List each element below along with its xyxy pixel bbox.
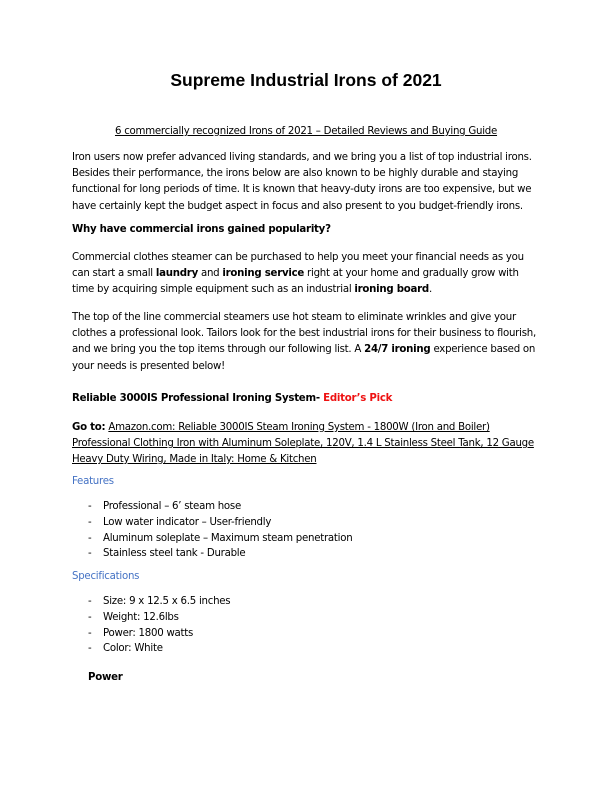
dash-bullet-icon: - xyxy=(88,532,92,544)
dash-bullet-icon: - xyxy=(88,516,92,528)
product-name: Reliable 3000IS Professional Ironing System- xyxy=(72,393,324,404)
dash-bullet-icon: - xyxy=(88,501,92,512)
steamers-paragraph xyxy=(72,310,542,375)
goto-line xyxy=(72,420,542,468)
list-item: - Professional – 6’ steam hose xyxy=(88,499,352,515)
specifications-list xyxy=(88,594,230,657)
list-item: - Size: 9 x 12.5 x 6.5 inches xyxy=(88,594,230,610)
product-heading xyxy=(72,391,542,407)
dash-bullet-icon: - xyxy=(88,611,92,623)
bold-laundry: laundry xyxy=(155,268,198,280)
text: Commercial clothes steamer can be purchased to help you meet your financial needs as you can start a small xyxy=(72,252,524,280)
list-item: - Stainless steel tank - Durable xyxy=(88,546,352,562)
text: and xyxy=(197,268,223,280)
intro-paragraph: Iron users now prefer advanced living standards, and we bring you a list of top industrial irons. Besides their performance, the irons below are also known to be highly durable and staying functional for long periods of time. It is known that heavy-duty irons are too expensive, but we have certainly kept the budget aspect in focus and also present to you budget-friendly irons. xyxy=(72,152,532,212)
dash-bullet-icon: - xyxy=(88,627,92,639)
document-subtitle: 6 commercially recognized Irons of 2021 – Detailed Reviews and Buying Guide xyxy=(114,126,498,137)
dash-bullet-icon: - xyxy=(88,643,92,655)
amazon-product-link[interactable]: Amazon.com: Reliable 3000IS Steam Ironing System - 1800W (Iron and Boiler) Professional Clothing Iron with Aluminum Soleplate, 120V, 1.4 L Stainless Steel Tank, 12 Gauge Heavy Duty Wiring, Made in Italy: Home & Kitchen xyxy=(72,422,534,465)
specifications-heading: Specifications xyxy=(72,571,140,582)
dash-bullet-icon: - xyxy=(88,596,92,607)
power-heading: Power xyxy=(88,672,123,683)
list-item: - Low water indicator – User-friendly xyxy=(88,515,352,531)
features-list xyxy=(88,499,352,562)
editors-pick-badge: Editor’s Pick xyxy=(323,393,393,404)
text: right at your home and gradually grow with time by acquiring simple equipment such as an industrial xyxy=(72,268,519,296)
bold-24-7-ironing: 24/7 ironing xyxy=(364,344,431,356)
list-item: - Power: 1800 watts xyxy=(88,626,230,642)
list-item: - Weight: 12.6lbs xyxy=(88,610,230,626)
why-heading: Why have commercial irons gained popularity? xyxy=(72,224,331,235)
goto-label: Go to: xyxy=(72,422,106,433)
popularity-paragraph xyxy=(72,250,542,299)
dash-bullet-icon: - xyxy=(88,548,92,560)
text: experience based on your needs is presented below! xyxy=(72,344,536,372)
list-item: - Color: White xyxy=(88,641,230,657)
bold-ironing-board: ironing board xyxy=(354,284,429,296)
features-heading: Features xyxy=(72,476,114,487)
text: . xyxy=(428,284,432,296)
document-title: Supreme Industrial Irons of 2021 xyxy=(170,70,442,90)
text: The top of the line commercial steamers use hot steam to eliminate wrinkles and give your clothes a professional look. Tailors look for the best industrial irons for their business to flourish, and we bring you the top items through our following list. A xyxy=(72,312,536,356)
list-item: - Aluminum soleplate – Maximum steam penetration xyxy=(88,531,352,547)
bold-ironing-service: ironing service xyxy=(222,268,305,280)
